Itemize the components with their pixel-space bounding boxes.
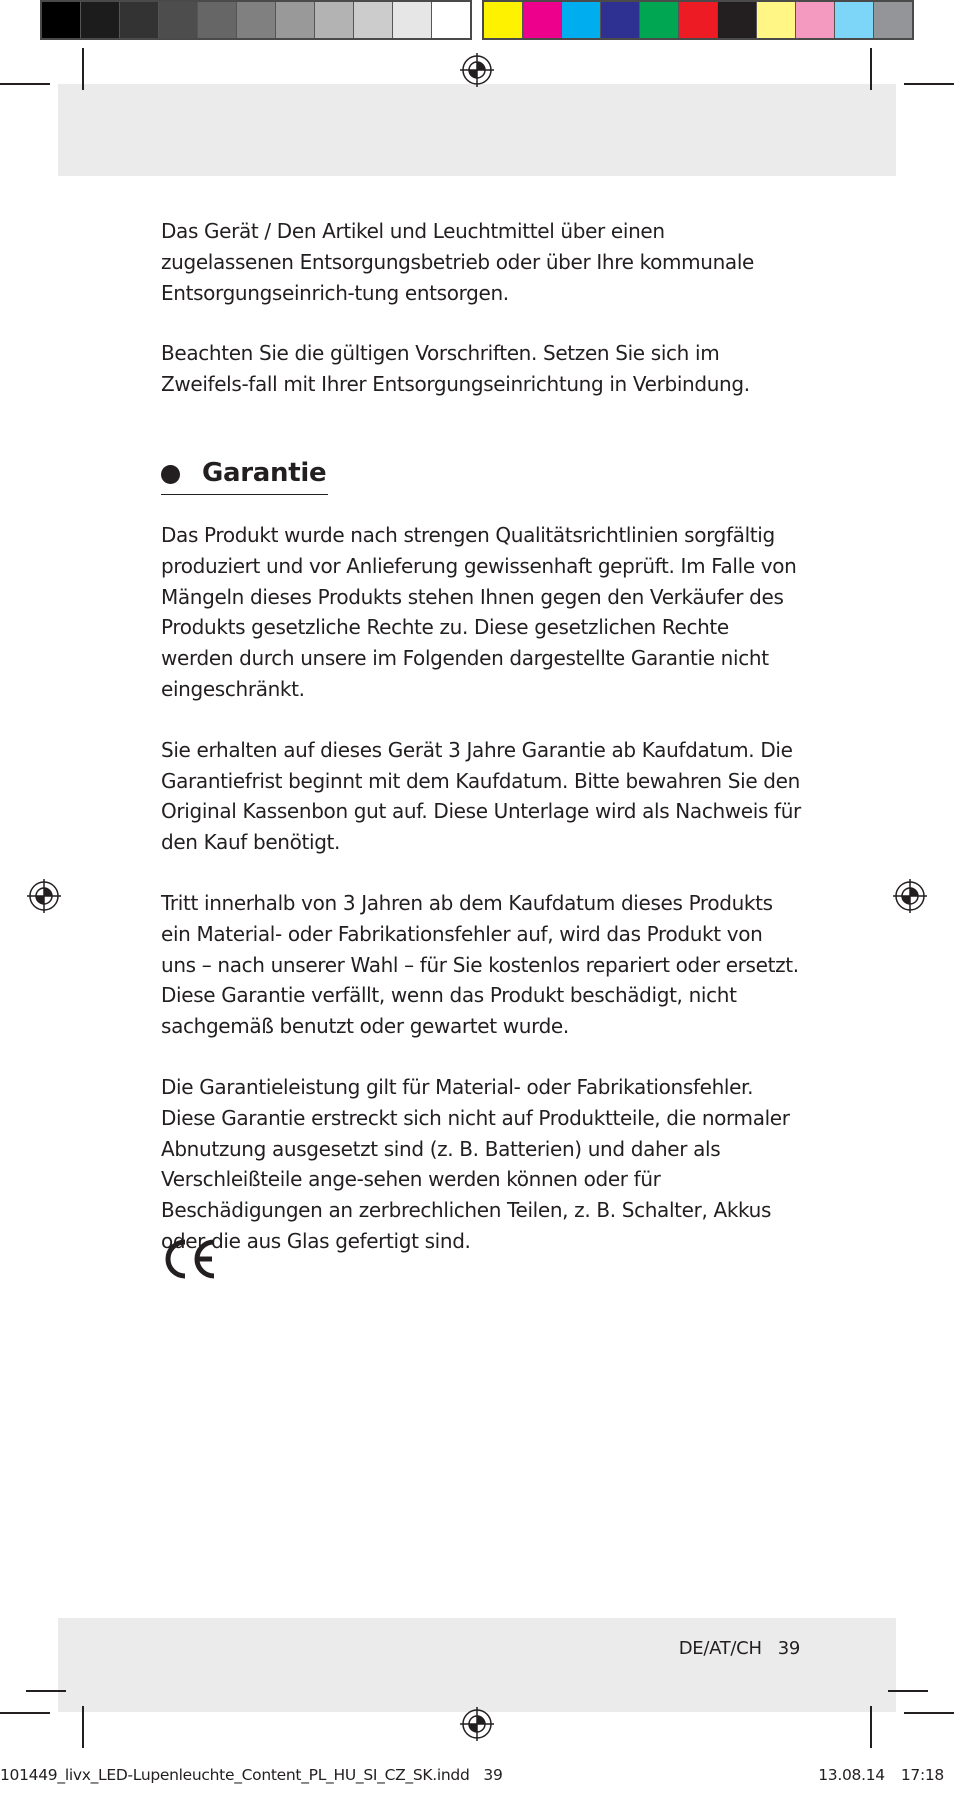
process-color-bar — [482, 0, 914, 40]
color-swatch — [718, 2, 757, 38]
color-swatch — [679, 2, 718, 38]
page-footer-label — [600, 1638, 800, 1659]
bullet-icon — [161, 465, 180, 484]
registration-mark-bottom — [460, 1707, 494, 1741]
slug-page: 39 — [483, 1766, 503, 1784]
gray-swatch — [393, 2, 432, 38]
ce-mark-icon — [161, 1238, 219, 1280]
gray-swatch — [159, 2, 198, 38]
registration-mark-right — [893, 879, 927, 913]
gray-swatch — [432, 2, 470, 38]
gray-swatch — [315, 2, 354, 38]
color-swatch — [874, 2, 912, 38]
color-swatch — [757, 2, 796, 38]
gray-swatch — [237, 2, 276, 38]
header-band — [58, 84, 896, 176]
gray-swatch — [81, 2, 120, 38]
warranty-section — [161, 520, 801, 1257]
disposal-section — [161, 216, 801, 400]
gray-swatch — [198, 2, 237, 38]
footer-band — [58, 1618, 896, 1712]
warranty-paragraph-2: Sie erhalten auf dieses Gerät 3 Jahre Garantie ab Kaufdatum. Die Garantiefrist beginnt mit dem Kaufdatum. Bitte bewahren Sie den Original Kassenbon gut auf. Diese Unterlage wird als Nachweis für den Kauf benötigt. — [161, 737, 801, 855]
color-swatch — [640, 2, 679, 38]
region-label: DE/AT/CH — [678, 1638, 762, 1659]
grayscale-color-bar — [40, 0, 472, 40]
heading-text: Garantie — [202, 458, 327, 488]
slug-filename: 101449_livx_LED-Lupenleuchte_Content_PL_HU_SI_CZ_SK.indd — [0, 1766, 470, 1784]
disposal-paragraph-1: Das Gerät / Den Artikel und Leuchtmittel über einen zugelassenen Entsorgungsbetrieb oder über Ihre kommunale Entsorgungseinrich-tung entsorgen. — [161, 219, 754, 305]
color-swatch — [523, 2, 562, 38]
slug-date: 13.08.14 — [818, 1766, 885, 1784]
color-swatch — [484, 2, 523, 38]
gray-swatch — [276, 2, 315, 38]
warranty-paragraph-1: Das Produkt wurde nach strengen Qualitätsrichtlinien sorgfältig produziert und vor Anlieferung gewissenhaft geprüft. Im Falle von Mängeln dieses Produkts stehen Ihnen gegen den Verkäufer des Produkts gesetzliche Rechte zu. Diese gesetzlichen Rechte werden durch unsere im Folgenden dargestellte Garantie nicht eingeschränkt. — [161, 523, 797, 701]
disposal-paragraph-2: Beachten Sie die gültigen Vorschriften. Setzen Sie sich im Zweifels-fall mit Ihrer Entsorgungseinrichtung in Verbindung. — [161, 341, 750, 397]
slug-file-info — [0, 1766, 503, 1784]
registration-mark-top — [460, 53, 494, 87]
slug-time: 17:18 — [900, 1766, 944, 1784]
gray-swatch — [42, 2, 81, 38]
slug-timestamp — [818, 1766, 944, 1784]
page-number: 39 — [777, 1638, 800, 1659]
section-heading-garantie — [161, 452, 328, 495]
color-swatch — [562, 2, 601, 38]
registration-mark-left — [27, 879, 61, 913]
gray-swatch — [120, 2, 159, 38]
gray-swatch — [354, 2, 393, 38]
color-swatch — [601, 2, 640, 38]
color-swatch — [796, 2, 835, 38]
warranty-paragraph-3: Tritt innerhalb von 3 Jahren ab dem Kaufdatum dieses Produkts ein Material- oder Fabrikationsfehler auf, wird das Produkt von uns – nach unserer Wahl – für Sie kostenlos repariert oder ersetzt. Diese Garantie verfällt, wenn das Produkt beschädigt, nicht sachgemäß benutzt oder gewartet wurde. — [161, 890, 799, 1039]
color-swatch — [835, 2, 874, 38]
warranty-paragraph-4: Die Garantieleistung gilt für Material- oder Fabrikationsfehler. Diese Garantie erstreckt sich nicht auf Produktteile, die normaler Abnutzung ausgesetzt sind (z. B. Batterien) und daher als Verschleißteile ange-sehen werden können oder für Beschädigungen an zerbrechlichen Teilen, z. B. Schalter, Akkus oder die aus Glas gefertigt sind. — [161, 1074, 790, 1253]
